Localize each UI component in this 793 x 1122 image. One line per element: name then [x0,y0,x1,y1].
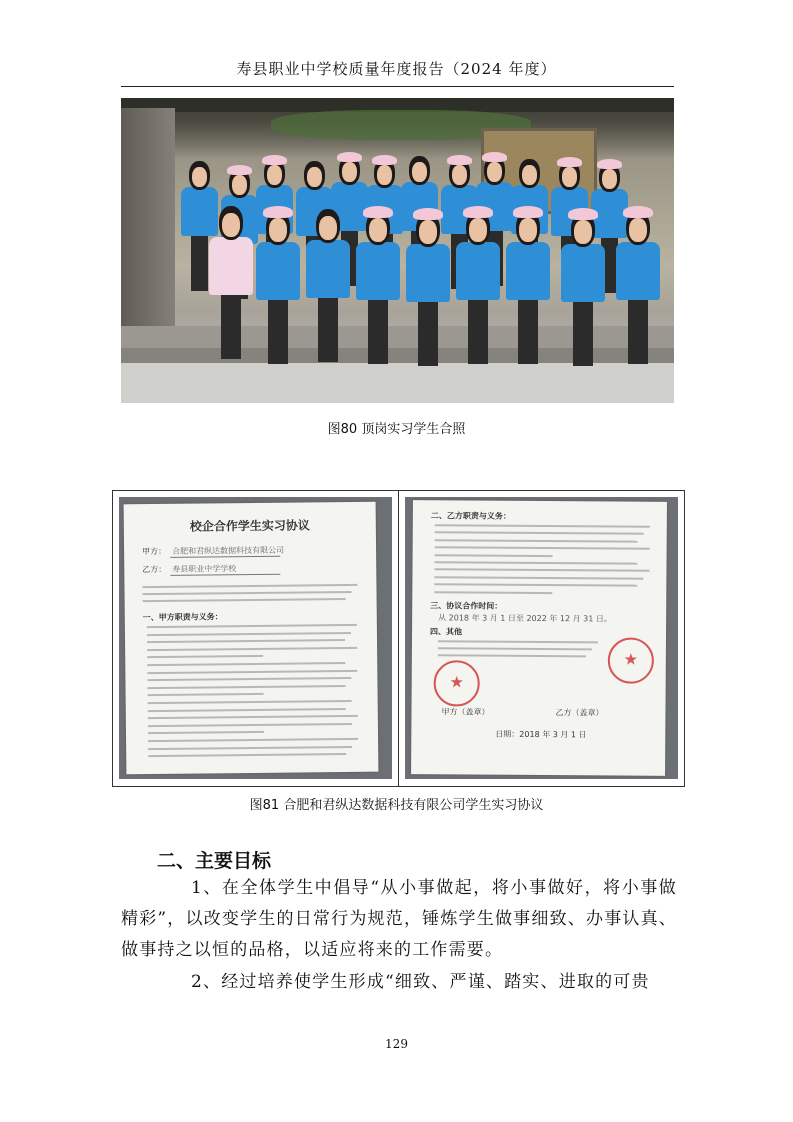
text-line [148,715,358,719]
section-other: 四、其他 [430,627,463,637]
agreement-title: 校企合作学生实习协议 [189,518,310,534]
text-line [438,640,598,643]
page-number: 129 [385,1037,408,1051]
text-line [434,583,637,586]
party-a-sign-label: 甲方（盖章） [441,707,490,717]
underline [170,574,280,576]
header-rule [121,86,674,87]
paragraph-1 [121,873,677,966]
agreement-text-lines [413,500,667,502]
text-line [148,746,352,750]
text-line [148,731,264,734]
text-line [143,598,346,602]
text-line [148,700,352,704]
text-line [434,591,552,594]
text-line [148,738,358,742]
underline [170,556,280,558]
text-line [434,569,649,573]
agreement-page-1-photo [119,497,392,779]
text-line [148,753,346,757]
text-line [147,639,345,643]
page-header-title: 寿县职业中学校质量年度报告（2024 年度） [236,60,557,78]
figure-80-caption: 图80 顶岗实习学生合照 [327,422,466,437]
section-heading: 二、主要目标 [157,850,272,872]
text-line [435,561,638,564]
term-text: 从 2018 年 3 月 1 日至 2022 年 12 月 31 日。 [438,613,612,624]
text-line [435,532,644,535]
text-line [143,591,352,595]
party-a-seal: ★ [434,660,480,706]
text-line [147,655,263,658]
agreement-page-2 [411,500,667,776]
text-line [438,647,592,650]
text-line [147,677,351,681]
agreement-figure [112,490,685,787]
paragraph-1-text: 1、在全体学生中倡导“从小事做起，将小事做好，将小事做精彩”，以改变学生的日常行为规范，锤炼学生做事细致、办事认真、做事持之以恒的品格，以适应将来的工作需要。 [121,878,677,960]
agreement-date: 日期：2018 年 3 月 1 日 [495,729,587,740]
figure-81-caption: 图81 合肥和君纵达数据科技有限公司学生实习协议 [249,798,544,813]
text-line [147,624,357,628]
agreement-page-2-photo [405,497,678,779]
text-line [435,539,638,542]
party-b-seal: ★ [608,637,654,683]
party-a-label: 甲方： [142,546,167,557]
text-line [438,654,586,657]
section-a-duties: 一、甲方职责与义务： [142,612,223,623]
paragraph-2-text: 2、经过培养使学生形成“细致、严谨、踏实、进取的可贵 [191,972,650,992]
agreement-page-1 [124,502,379,775]
text-line [147,647,357,651]
text-line [148,708,346,712]
group-photo [121,98,674,403]
text-line [147,669,357,673]
text-line [147,662,345,666]
text-line [435,554,553,557]
party-b-sign-label: 乙方（盖章） [555,708,604,718]
party-b-name: 寿县职业中学学校 [172,564,237,574]
text-line [148,723,352,727]
agreement-divider [398,491,399,786]
section-term: 三、协议合作时间： [430,601,503,611]
text-line [435,524,650,528]
party-a-name: 合肥和君纵达数据科技有限公司 [172,545,285,556]
text-line [148,693,264,696]
photo-floor [121,363,674,403]
text-line [434,576,643,579]
text-line [148,685,346,689]
paragraph-2 [121,967,677,998]
text-line [147,632,351,636]
section-b-duties: 二、乙方职责与义务： [430,511,511,521]
text-line [142,584,357,588]
agreement-text-lines [124,502,376,505]
text-line [435,546,650,550]
party-b-label: 乙方： [142,564,167,575]
